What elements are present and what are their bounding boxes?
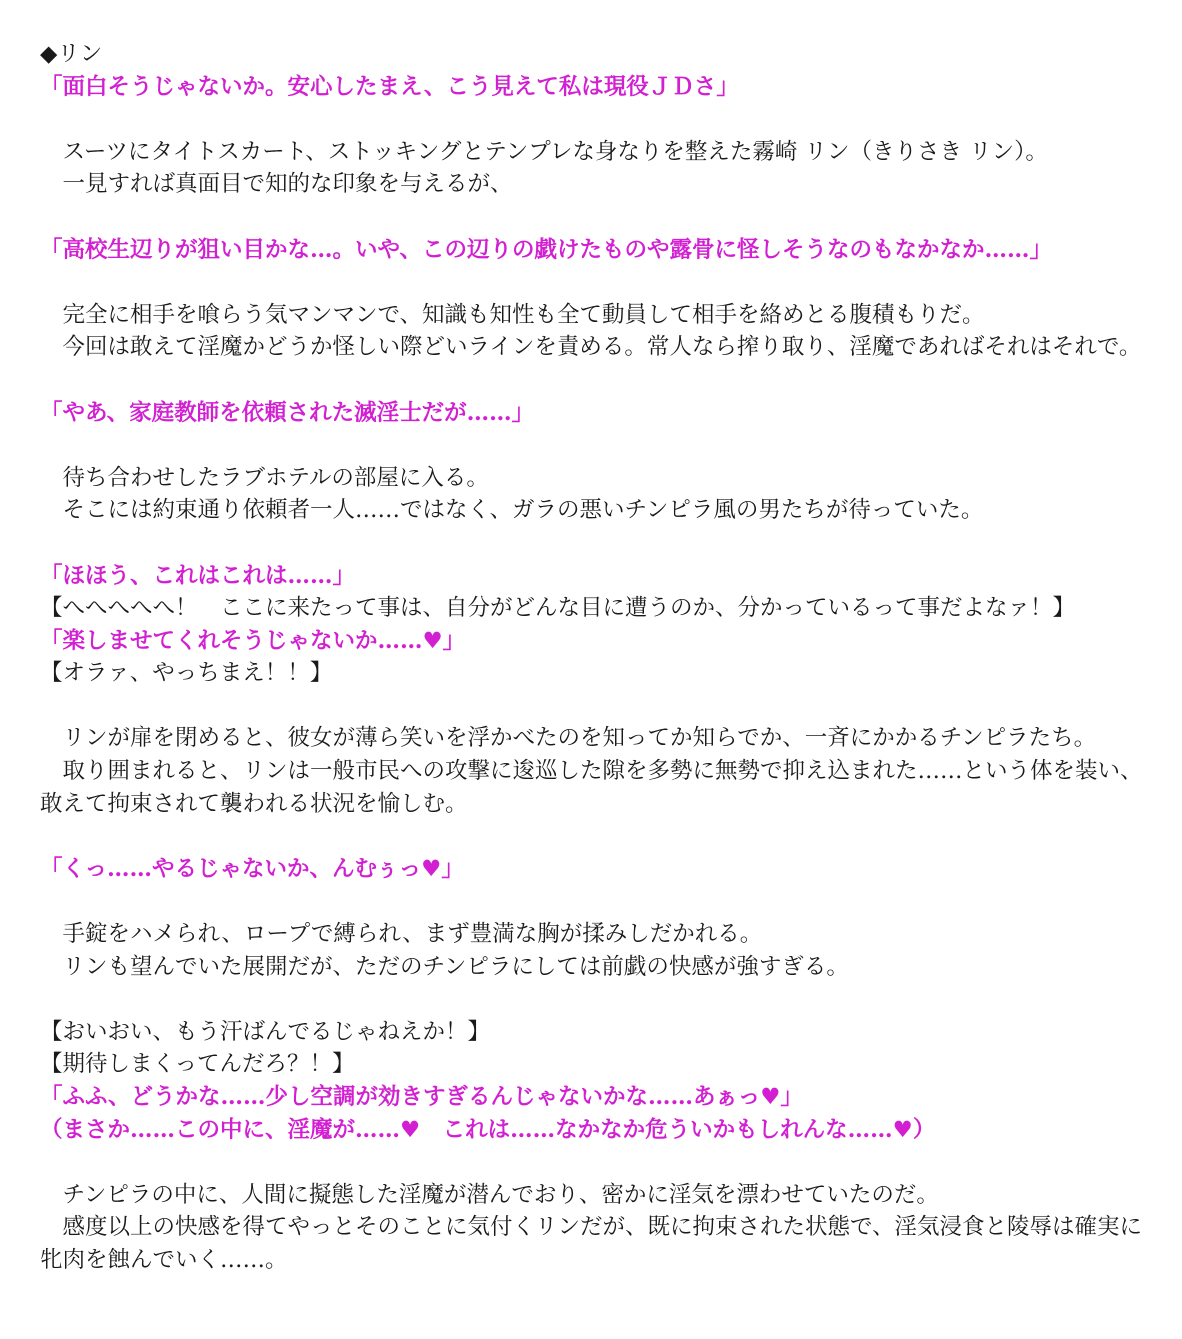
- dialogue-line: 「高校生辺りが狙い目かな…。いや、この辺りの戯けたものや露骨に怪しそうなのもなかなか……」: [40, 236, 1053, 263]
- section-header: ◆リン: [40, 41, 103, 67]
- blank-line: [40, 266, 1150, 299]
- narration-line: 【へへへへへ！ ここに来たって事は、自分がどんな目に遭うのか、分かっているって事だよなァ！】: [40, 595, 1076, 622]
- blank-line: [40, 983, 1150, 1016]
- dialogue-line: 「面白そうじゃないか。安心したまえ、こう見えて私は現役ＪＤさ」: [40, 73, 739, 100]
- dialogue-line: 「やあ、家庭教師を依頼された滅淫士だが……」: [40, 399, 535, 426]
- dialogue-line: （まさか……この中に、淫魔が……♥ これは……なかなか危ういかもしれんな……♥）: [40, 1116, 936, 1143]
- narration-line: 【期待しまくってんだろ？！】: [40, 1051, 355, 1078]
- narration-line: 【オラァ、やっちまえ！！】: [40, 660, 333, 687]
- blank-line: [40, 885, 1150, 918]
- narration-line: 待ち合わせしたラブホテルの部屋に入る。: [40, 464, 489, 491]
- narration-line: 今回は敢えて淫魔かどうか怪しい際どいラインを責める。常人なら搾り取り、淫魔であればそれはそれで。: [40, 334, 1142, 361]
- dialogue-line: 「くっ……やるじゃないか、んむぅっ♥」: [40, 855, 464, 882]
- narration-line: 一見すれば真面目で知的な印象を与えるが、: [40, 171, 513, 198]
- narration-line: 取り囲まれると、リンは一般市民への攻撃に逡巡した隙を多勢に無勢で抑え込まれた……という体を装い、敢えて拘束されて襲われる状況を愉しむ。: [40, 758, 1143, 817]
- dialogue-line: 「ふふ、どうかな……少し空調が効きすぎるんじゃないかな……あぁっ♥」: [40, 1084, 803, 1110]
- blank-line: [40, 820, 1150, 853]
- blank-line: [40, 690, 1150, 723]
- narration-line: 手錠をハメられ、ロープで縛られ、まず豊満な胸が揉みしだかれる。: [40, 921, 763, 948]
- narration-line: リンも望んでいた展開だが、ただのチンピラにしては前戯の快感が強すぎる。: [40, 953, 849, 980]
- narration-line: そこには約束通り依頼者一人……ではなく、ガラの悪いチンピラ風の男たちが待っていた。: [40, 497, 984, 524]
- narration-line: 完全に相手を喰らう気マンマンで、知識も知性も全て動員して相手を絡めとる腹積もりだ。: [40, 301, 985, 328]
- blank-line: [40, 103, 1150, 136]
- narration-line: スーツにタイトスカート、ストッキングとテンプレな身なりを整えた霧崎 リン（きりさき リン）。: [40, 138, 1048, 165]
- dialogue-line: 「ほほう、これはこれは……」: [40, 562, 356, 589]
- narration-line: リンが扉を閉めると、彼女が薄ら笑いを浮かべたのを知ってか知らでか、一斉にかかるチンピラたち。: [40, 725, 1097, 752]
- document-body: [40, 71, 1150, 1277]
- blank-line: [40, 364, 1150, 397]
- blank-line: [40, 1146, 1150, 1179]
- blank-line: [40, 527, 1150, 560]
- blank-line: [40, 429, 1150, 462]
- dialogue-line: 「楽しませてくれそうじゃないか……♥」: [40, 627, 466, 654]
- narration-line: チンピラの中に、人間に擬態した淫魔が潜んでおり、密かに淫気を漂わせていたのだ。: [40, 1181, 939, 1208]
- narration-line: 【おいおい、もう汗ばんでるじゃねえか！】: [40, 1018, 491, 1045]
- blank-line: [40, 201, 1150, 234]
- document-page: [40, 38, 1150, 1277]
- narration-line: 感度以上の快感を得てやっとそのことに気付くリンだが、既に拘束された状態で、淫気浸食と陵辱は確実に牝肉を蝕んでいく……。: [40, 1214, 1143, 1273]
